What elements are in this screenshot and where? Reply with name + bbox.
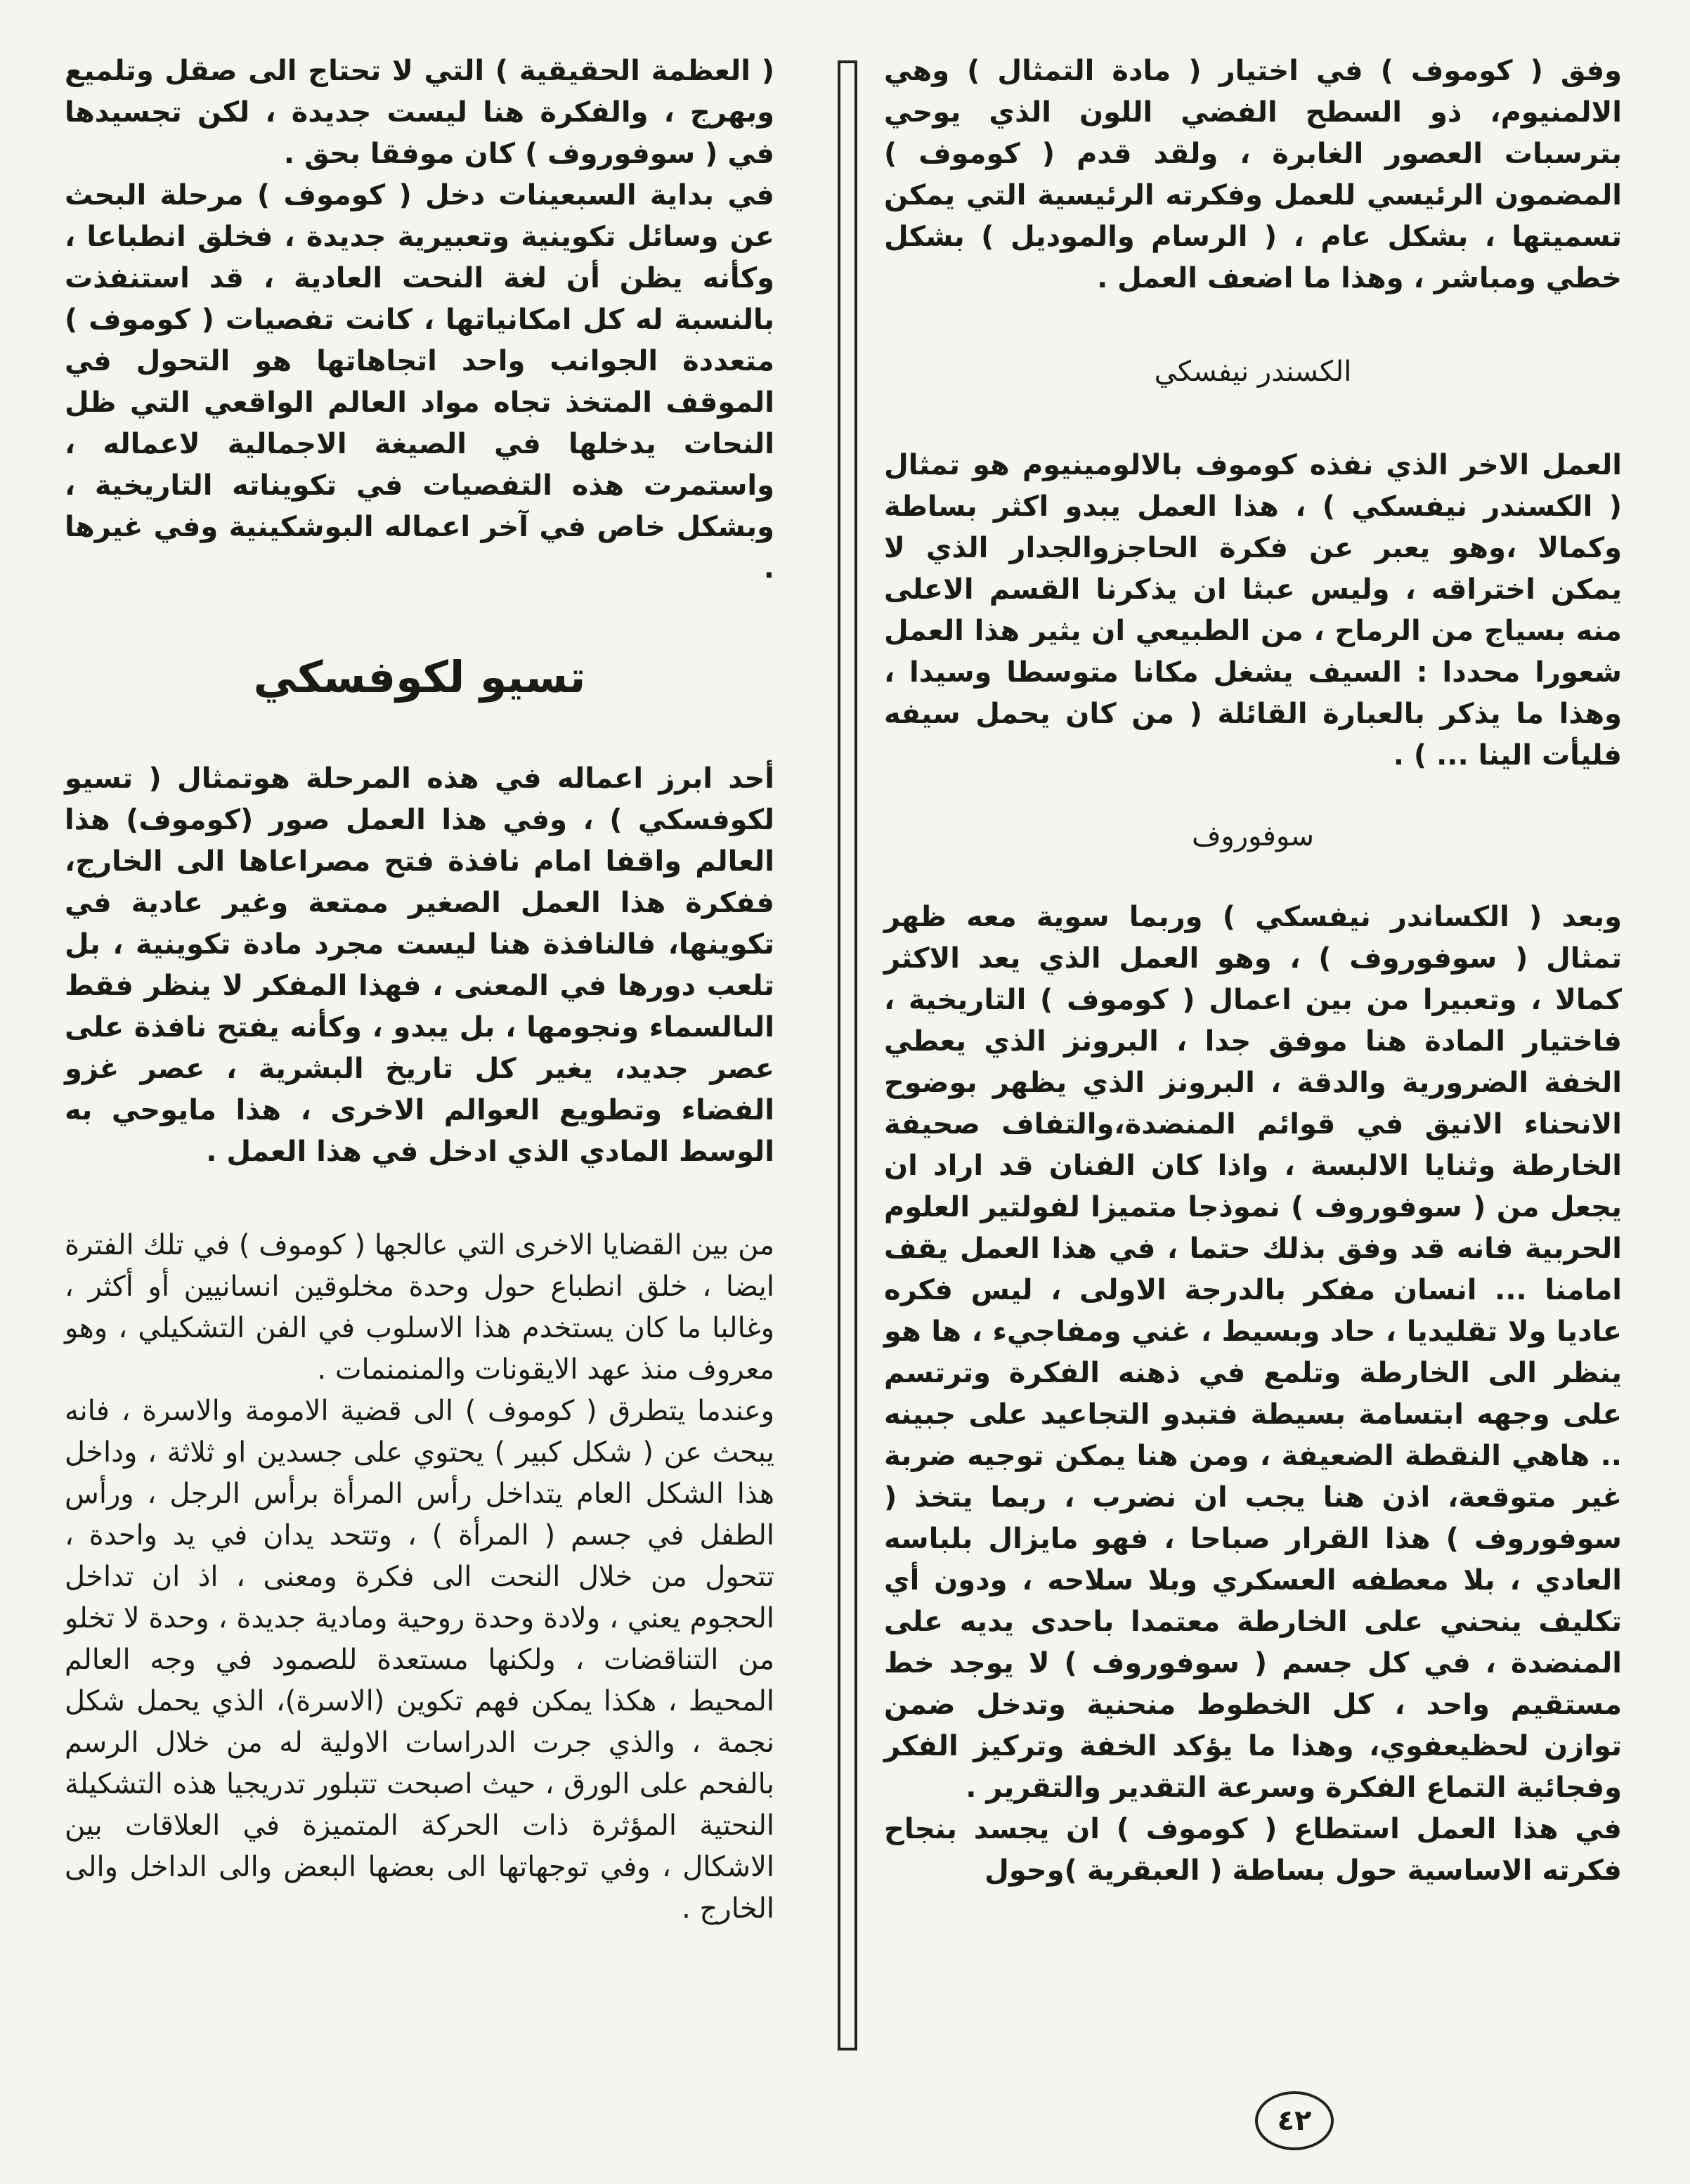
column-divider	[838, 60, 857, 2050]
motherhood-paragraph: وعندما يتطرق ( كوموف ) الى قضية الامومة والاسرة ، فانه يبحث عن ( شكل كبير ) يحتوي على جسدين او ثلاثة ، وداخل هذا الشكل العام يتداخل رأس المرأة برأس الرجل ، ورأس الطفل في جسم ( المرأة ) ، وتتحد يدان في يد واحدة ، تتحول من خلال النحت الى فكرة ومعنى ، اذ ان تداخل الحجوم يعني ، ولادة وحدة روحية ومادية جديدة ، وحدة لا تخلو من التناقضات ، ولكنها مستعدة للصمود في وجه العالم المحيط ، هكذا يمكن فهم تكوين (الاسرة)، الذي يحمل شكل نجمة ، والذي جرت الدراسات الاولية له من خلال الرسم بالفحم على الورق ، حيث اصبحت تتبلور تدريجيا هذه التشكيلة النحتية المؤثرة ذات الحركة المتميزة في العلاقات بين الاشكال ، وفي توجهاتها الى بعضها البعض والى الداخل والى الخارج .	[65, 1395, 774, 1925]
seventies-paragraph: في بداية السبعينات دخل ( كوموف ) مرحلة البحث عن وسائل تكوينية وتعبيرية جديدة ، فخلق انطباعا ، وكأنه يظن أن لغة النحت العادية ، قد استنفذت بالنسبة له كل امكانياتها ، كانت تفصيات ( كوموف ) متعددة الجوانب واحد اتجاهاتها هو التحول في الموقف المتخذ تجاه مواد العالم الواقعي التي ظل النحات يدخلها في الصيغة الاجمالية لاعماله ، واستمرت هذه التفصيات في تكويناته التاريخية ، وبشكل خاص في آخر اعماله البوشكينية وفي غيرها .	[65, 179, 774, 585]
tsiolkovsky-paragraph: أحد ابرز اعماله في هذه المرحلة هوتمثال ( تسيو لكوفسكي ) ، وفي هذا العمل صور (كوموف) هذا العالم واقفا امام نافذة فتح مصراعاها الى الخارج، ففكرة هذا العمل الصغير ممتعة وغير عادية في تكوينها، فالنافذة هنا ليست مجرد مادة تكوينية ، بل تلعب دورها في المعنى ، فهذا المفكر لا ينظر فقط الىالسماء ونجومها ، بل يبدو ، وكأنه يفتح نافذة على عصر جديد، يغير كل تاريخ البشرية ، عصر غزو الفضاء وتطويع العوالم الاخرى ، هذا مايوحي به الوسط المادي الذي ادخل في هذا العمل .	[65, 762, 774, 1168]
continuation-paragraph: ( العظمة الحقيقية ) التي لا تحتاج الى صقل وتلميع وبهرج ، والفكرة هنا ليست جديدة ، لكن تجسيدها في ( سوفوروف ) كان موفقا بحق .	[65, 55, 774, 170]
right-column	[884, 51, 1622, 1892]
suvorov-paragraph: وبعد ( الكساندر نيفسكي ) وربما سوية معه ظهر تمثال ( سوفوروف ) ، وهو العمل الذي يعد الاكثر كمالا ، وتعبيرا من بين اعمال ( كوموف ) التاريخية ، فاختيار المادة هنا موفق جدا ، البرونز الذي يعطي الخفة الضرورية والدقة ، البرونز الذي يظهر بوضوح الانحناء الانيق في قوائم المنضدة،والتفاف صحيفة الخارطة وثنايا الالبسة ، واذا كان الفنان قد اراد ان يجعل من ( سوفوروف ) نموذجا متميزا لفولتير العلوم الحربية فانه قد وفق بذلك حتما ، في هذا العمل يقف امامنا ... انسان مفكر بالدرجة الاولى ، ليس فكره عاديا ولا تقليديا ، حاد وبسيط ، غني ومفاجيء ، ها هو ينظر الى الخارطة وتلمع في ذهنه الفكرة وترتسم على وجهه ابتسامة بسيطة فتبدو التجاعيد على جبينه .. هاهي النقطة الضعيفة ، ومن هنا يمكن توجيه ضربة غير متوقعة، اذن هنا يجب ان نضرب ، ربما يتخذ ( سوفوروف ) هذا القرار صباحا ، فهو مايزال بلباسه العادي ، بلا معطفه العسكري وبلا سلاحه ، ودون أي تكليف ينحني على الخارطة معتمدا باحدى يديه على المنضدة ، في كل جسم ( سوفوروف ) لا يوجد خط مستقيم واحد ، كل الخطوط منحنية وتدخل ضمن توازن لحظيعفوي، وهذا ما يؤكد الخفة وتركيز الفكر وفجائية التماع الفكرة وسرعة التقدير والتقرير .	[884, 901, 1622, 1804]
section-heading-tsiolkovsky: تسيو لكوفسكي	[253, 651, 586, 703]
section-heading-nevsky: الكسندر نيفسكي	[1154, 356, 1352, 388]
closing-paragraph: في هذا العمل استطاع ( كوموف ) ان يجسد بنجاح فكرته الاساسية حول بساطة ( العبقرية )وحول	[884, 1813, 1622, 1887]
section-heading-suvorov: سوفوروف	[1191, 820, 1315, 852]
left-column	[65, 51, 774, 1930]
nevsky-paragraph: العمل الاخر الذي نفذه كوموف بالالومينيوم هو تمثال ( الكسندر نيفسكي ) ، هذا العمل يبدو اكثر بساطة وكمالا ،وهو يعبر عن فكرة الحاجزوالجدار الذي لا يمكن اختراقه ، وليس عبثا ان يذكرنا القسم الاعلى منه بسياج من الرماح ، من الطبيعي ان يثير هذا العمل شعورا محددا : السيف يشغل مكانا متوسطا وسيدا ، وهذا ما يذكر بالعبارة القائلة ( من كان يحمل سيفه فليأت الينا ... ) .	[884, 449, 1622, 772]
issues-paragraph: من بين القضايا الاخرى التي عالجها ( كوموف ) في تلك الفترة ايضا ، خلق انطباع حول وحدة مخلوقين انسانيين أو أكثر ، وغالبا ما كان يستخدم هذا الاسلوب في الفن التشكيلي ، وهو معروف منذ عهد الايقونات والمنمنمات .	[65, 1229, 774, 1386]
page-number: ٤٢	[1255, 2091, 1334, 2150]
intro-paragraph: وفق ( كوموف ) في اختيار ( مادة التمثال ) وهي الالمنيوم، ذو السطح الفضي اللون الذي يوحي بترسبات العصور الغابرة ، ولقد قدم ( كوموف ) المضمون الرئيسي للعمل وفكرته الرئيسية التي يمكن تسميتها ، بشكل عام ، ( الرسام والموديل ) بشكل خطي ومباشر ، وهذا ما اضعف العمل .	[884, 55, 1622, 294]
